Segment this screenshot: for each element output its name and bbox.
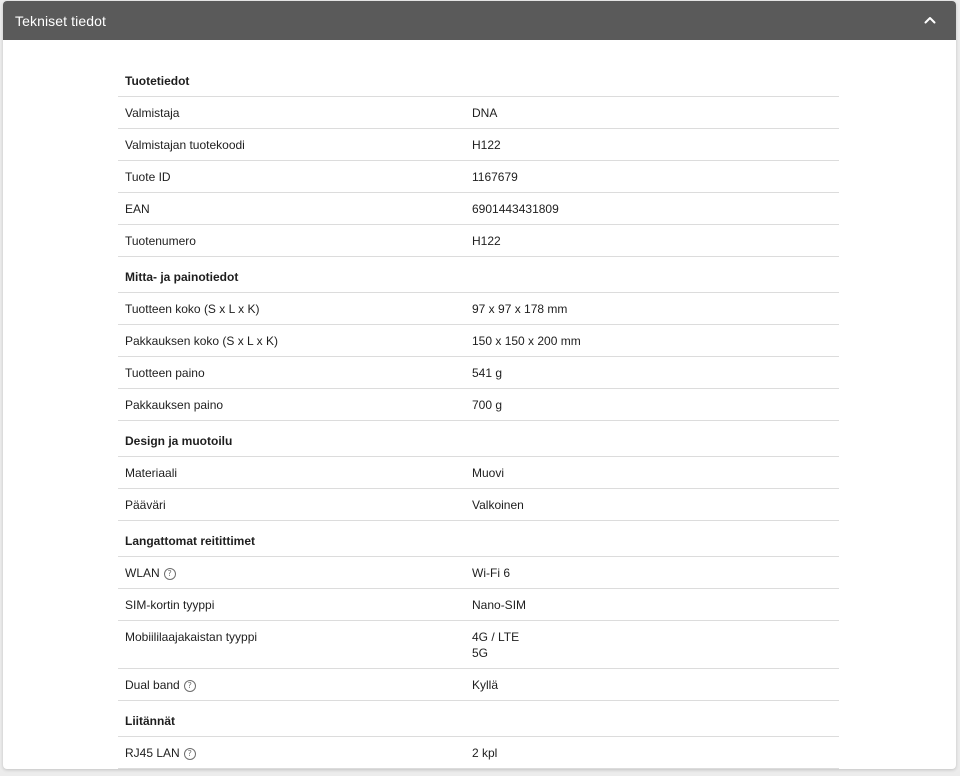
spec-value-cell — [472, 193, 839, 224]
spec-value: Nano-SIM — [472, 598, 527, 612]
spec-value: 700 g — [472, 398, 503, 412]
spec-label-cell — [118, 357, 472, 388]
spec-row — [118, 225, 839, 257]
spec-section — [118, 421, 839, 521]
spec-value: Muovi — [472, 466, 505, 480]
spec-label-cell — [118, 737, 472, 768]
spec-value-cell — [472, 621, 839, 668]
spec-row — [118, 389, 839, 421]
spec-value-cell — [472, 489, 839, 520]
spec-value: 5G — [472, 646, 489, 660]
spec-label-cell — [118, 325, 472, 356]
spec-value: Wi-Fi 6 — [472, 566, 510, 580]
panel-title: Tekniset tiedot — [15, 12, 106, 29]
spec-value-cell — [472, 389, 839, 420]
spec-value: 97 x 97 x 178 mm — [472, 302, 568, 316]
spec-label: Pakkauksen paino — [125, 398, 224, 412]
spec-row — [118, 621, 839, 669]
spec-value: 1167679 — [472, 170, 518, 184]
spec-value-cell — [472, 669, 839, 700]
spec-value-cell — [472, 129, 839, 160]
spec-value-cell — [472, 293, 839, 324]
specs-table — [118, 40, 839, 769]
section-heading: Mitta- ja painotiedot — [118, 257, 839, 293]
spec-label: Dual band — [125, 678, 180, 692]
spec-label-cell — [118, 589, 472, 620]
section-heading: Tuotetiedot — [118, 40, 839, 97]
spec-value-cell — [472, 225, 839, 256]
spec-value-cell — [472, 589, 839, 620]
spec-value-cell — [472, 325, 839, 356]
spec-row — [118, 193, 839, 225]
spec-section — [118, 40, 839, 257]
spec-label: Tuote ID — [125, 170, 171, 184]
spec-value-cell — [472, 357, 839, 388]
spec-label-cell — [118, 457, 472, 488]
spec-row — [118, 669, 839, 701]
spec-label: Pääväri — [125, 498, 166, 512]
spec-section — [118, 701, 839, 769]
spec-label-cell — [118, 193, 472, 224]
spec-value: 4G / LTE — [472, 630, 520, 644]
spec-value: 2 kpl — [472, 746, 498, 760]
spec-label-cell — [118, 489, 472, 520]
spec-value: 541 g — [472, 366, 503, 380]
spec-value: Valkoinen — [472, 498, 524, 512]
spec-value: H122 — [472, 234, 501, 248]
spec-value: 6901443431809 — [472, 202, 559, 216]
spec-label-cell — [118, 621, 472, 668]
spec-row — [118, 457, 839, 489]
spec-label: EAN — [125, 202, 150, 216]
spec-value-cell — [472, 97, 839, 128]
spec-section — [118, 521, 839, 701]
spec-label: Tuotenumero — [125, 234, 196, 248]
spec-label-cell — [118, 389, 472, 420]
help-icon[interactable]: ? — [184, 680, 196, 692]
spec-label: Valmistaja — [125, 106, 180, 120]
spec-row — [118, 489, 839, 521]
spec-value-cell — [472, 161, 839, 192]
spec-value: H122 — [472, 138, 501, 152]
help-icon[interactable]: ? — [164, 568, 176, 580]
spec-row — [118, 557, 839, 589]
spec-label: Tuotteen koko (S x L x K) — [125, 302, 260, 316]
spec-row — [118, 97, 839, 129]
spec-label: WLAN — [125, 566, 160, 580]
spec-value-cell — [472, 737, 839, 768]
spec-row — [118, 129, 839, 161]
spec-row — [118, 589, 839, 621]
spec-label-cell — [118, 225, 472, 256]
spec-label-cell — [118, 161, 472, 192]
spec-label: SIM-kortin tyyppi — [125, 598, 215, 612]
section-heading: Langattomat reitittimet — [118, 521, 839, 557]
spec-value: Kyllä — [472, 678, 499, 692]
spec-row — [118, 161, 839, 193]
spec-value-cell — [472, 457, 839, 488]
spec-label-cell — [118, 129, 472, 160]
help-icon[interactable]: ? — [184, 748, 196, 760]
spec-value: DNA — [472, 106, 498, 120]
spec-section — [118, 257, 839, 421]
spec-label: Valmistajan tuotekoodi — [125, 138, 245, 152]
spec-label: Materiaali — [125, 466, 178, 480]
spec-row — [118, 357, 839, 389]
section-heading: Liitännät — [118, 701, 839, 737]
section-heading: Design ja muotoilu — [118, 421, 839, 457]
spec-label: RJ45 LAN — [125, 746, 180, 760]
spec-row — [118, 325, 839, 357]
spec-value: 150 x 150 x 200 mm — [472, 334, 581, 348]
spec-label-cell — [118, 293, 472, 324]
panel-header[interactable] — [3, 1, 956, 40]
chevron-up-icon[interactable] — [924, 15, 936, 25]
spec-label-cell — [118, 97, 472, 128]
spec-row — [118, 293, 839, 325]
spec-row — [118, 737, 839, 769]
spec-label: Mobiililaajakaistan tyyppi — [125, 630, 258, 644]
spec-label-cell — [118, 669, 472, 700]
tech-specs-panel — [3, 1, 956, 769]
spec-label-cell — [118, 557, 472, 588]
spec-value-cell — [472, 557, 839, 588]
spec-label: Tuotteen paino — [125, 366, 205, 380]
spec-label: Pakkauksen koko (S x L x K) — [125, 334, 278, 348]
